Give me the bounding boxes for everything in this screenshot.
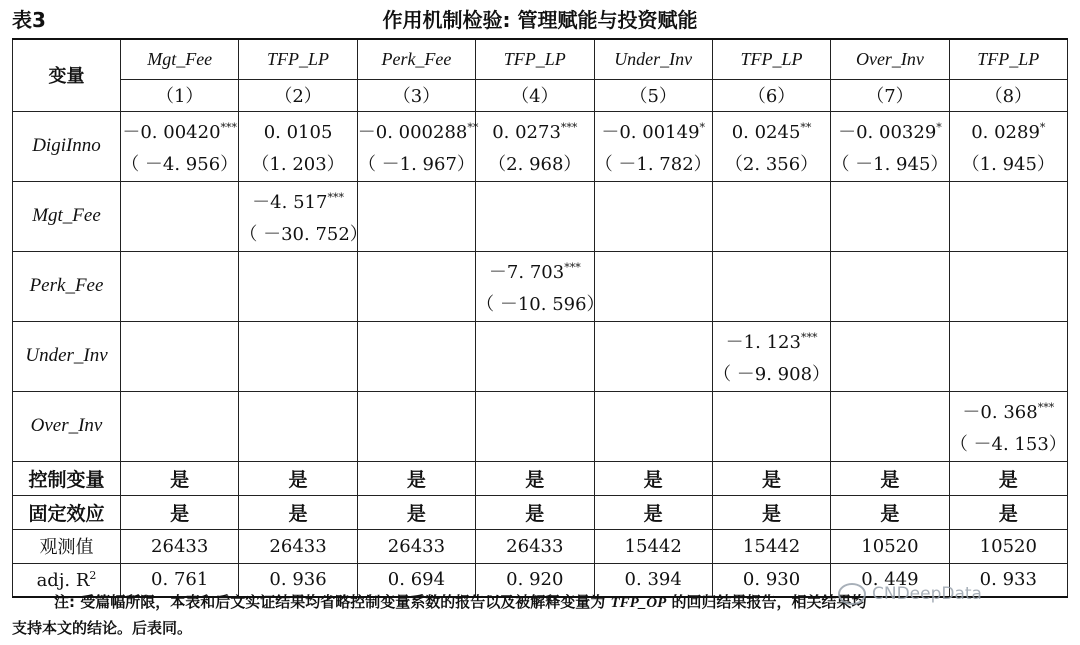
row-variable-label — [13, 251, 121, 321]
coefficient-line — [239, 182, 356, 219]
dependent-variable-name: Over_Inv — [855, 48, 924, 69]
summary-value: 0. 920 — [506, 569, 564, 591]
coefficient-row — [13, 111, 1068, 181]
t-statistic-value: （1. 945） — [961, 153, 1055, 175]
coefficient-line — [595, 112, 712, 149]
row-variable-label — [13, 111, 121, 181]
summary-value: 26433 — [151, 535, 209, 557]
wechat-logo-icon — [838, 583, 866, 605]
summary-label-superscript: 2 — [89, 568, 97, 582]
table-title: 作用机制检验: 管理赋能与投资赋能 — [382, 8, 698, 32]
summary-row — [13, 461, 1068, 495]
note-text-italic: TFP_OP — [610, 595, 667, 611]
summary-value: 26433 — [269, 535, 327, 557]
coefficient-cell — [594, 391, 712, 461]
coefficient-cell — [949, 181, 1067, 251]
coefficient-cell — [712, 181, 830, 251]
coefficient-cell — [949, 251, 1067, 321]
summary-label-text: 控制变量 — [28, 468, 105, 491]
column-number: （5） — [629, 86, 677, 107]
summary-row-label — [13, 495, 121, 529]
coefficient-line — [121, 112, 238, 149]
t-statistic-line — [476, 149, 593, 181]
row-variable-label — [13, 321, 121, 391]
coefficient-value: 0. 0273 — [492, 121, 561, 143]
coefficient-value: 0. 0105 — [263, 121, 333, 143]
coefficient-cell — [357, 321, 475, 391]
coefficient-line — [476, 112, 593, 149]
coefficient-cell — [121, 251, 239, 321]
dependent-variable-header — [357, 39, 475, 79]
significance-stars: * — [936, 120, 942, 134]
coefficient-value: －7. 703 — [488, 261, 565, 283]
significance-stars: ** — [467, 120, 479, 134]
summary-cell — [949, 529, 1067, 563]
t-statistic-value: （ －9. 908） — [713, 363, 831, 385]
dependent-variable-name: TFP_LP — [503, 48, 566, 69]
summary-cell — [712, 495, 830, 529]
summary-value: 是 — [880, 502, 900, 525]
coefficient-cell — [831, 111, 949, 181]
note-text-prefix: 注: 受篇幅所限，本表和后文实证结果均省略控制变量系数的报告以及被解释变量为 — [54, 593, 611, 611]
stub-header-text: 变量 — [48, 66, 85, 88]
coefficient-cell — [949, 391, 1067, 461]
coefficient-cell — [239, 391, 357, 461]
summary-value: 是 — [170, 502, 190, 525]
t-statistic-line — [358, 149, 475, 181]
column-number: （3） — [392, 86, 441, 107]
t-statistic-value: （ －1. 782） — [594, 153, 712, 175]
dependent-variable-name: TFP_LP — [740, 48, 803, 69]
t-statistic-value: （ －1. 967） — [357, 153, 475, 175]
coefficient-cell — [712, 391, 830, 461]
significance-stars: *** — [1037, 400, 1055, 414]
dependent-variable-header — [594, 39, 712, 79]
summary-cell — [357, 495, 475, 529]
t-statistic-line — [239, 149, 356, 181]
summary-value: 0. 761 — [151, 569, 209, 591]
t-statistic-value: （ －1. 945） — [831, 153, 949, 175]
t-statistic-line — [713, 149, 830, 181]
row-variable-name: Perk_Fee — [29, 275, 104, 296]
column-number: （1） — [155, 86, 204, 107]
coefficient-cell — [357, 251, 475, 321]
t-statistic-line — [950, 149, 1067, 181]
coefficient-cell — [121, 181, 239, 251]
summary-value: 是 — [643, 502, 663, 525]
summary-cell — [949, 461, 1067, 495]
coefficient-cell — [476, 181, 594, 251]
coefficient-cell — [712, 111, 830, 181]
summary-value: 26433 — [506, 535, 564, 557]
dependent-variable-header — [121, 39, 239, 79]
summary-cell — [357, 461, 475, 495]
significance-stars: *** — [220, 120, 238, 134]
coefficient-value: －0. 00420 — [122, 121, 221, 143]
watermark-text: CNDeepData — [872, 584, 982, 604]
coefficient-value: －0. 368 — [962, 401, 1038, 423]
summary-cell — [712, 529, 830, 563]
dependent-variable-header — [239, 39, 357, 79]
summary-cell — [121, 495, 239, 529]
coefficient-line — [476, 252, 593, 289]
t-statistic-line — [239, 219, 368, 251]
summary-value: 是 — [525, 468, 545, 491]
table-label: 表3 — [12, 8, 46, 32]
column-number: （8） — [984, 86, 1033, 107]
summary-value: 是 — [288, 468, 308, 491]
summary-value: 是 — [762, 468, 782, 491]
summary-cell — [831, 495, 949, 529]
summary-cell — [239, 461, 357, 495]
column-number: （7） — [866, 86, 914, 107]
coefficient-line — [950, 112, 1067, 149]
coefficient-cell — [949, 111, 1067, 181]
summary-value: 是 — [406, 502, 426, 525]
summary-value: 是 — [406, 468, 426, 491]
header-row-dependent — [13, 39, 1068, 79]
row-variable-label — [13, 181, 121, 251]
coefficient-cell — [831, 251, 949, 321]
summary-value: 0. 930 — [742, 569, 801, 591]
coefficient-row — [13, 251, 1068, 321]
significance-stars: *** — [327, 190, 344, 204]
summary-row-label — [13, 529, 121, 563]
t-statistic-value: （ －4. 956） — [121, 153, 239, 175]
coefficient-cell — [239, 321, 357, 391]
coefficient-cell — [594, 321, 712, 391]
coefficient-cell — [476, 391, 594, 461]
row-variable-name: Mgt_Fee — [32, 205, 101, 226]
note-text-line2: 支持本文的结论。后表同。 — [12, 619, 193, 637]
dependent-variable-header — [712, 39, 830, 79]
coefficient-cell — [357, 391, 475, 461]
column-number-header — [594, 79, 712, 111]
summary-cell — [831, 461, 949, 495]
summary-cell — [121, 461, 239, 495]
summary-value: 26433 — [387, 535, 446, 557]
column-number: （4） — [511, 86, 559, 107]
significance-stars: *** — [564, 260, 581, 274]
coefficient-cell — [239, 111, 357, 181]
significance-stars: * — [1039, 120, 1046, 134]
summary-cell — [712, 461, 830, 495]
column-number-header — [476, 79, 594, 111]
coefficient-cell — [476, 111, 594, 181]
dependent-variable-header — [476, 39, 594, 79]
summary-value: 10520 — [979, 535, 1037, 557]
summary-cell — [476, 461, 594, 495]
coefficient-line — [357, 112, 479, 149]
significance-stars: *** — [560, 120, 578, 134]
dependent-variable-header — [831, 39, 949, 79]
dependent-variable-name: TFP_LP — [267, 48, 330, 69]
coefficient-value: －0. 000288 — [357, 121, 468, 143]
coefficient-cell — [121, 391, 239, 461]
t-statistic-value: （ －10. 596） — [476, 293, 605, 315]
summary-cell — [239, 529, 357, 563]
coefficient-line — [831, 112, 948, 149]
coefficient-value: －0. 00149 — [601, 121, 700, 143]
dependent-variable-name: Mgt_Fee — [147, 48, 213, 69]
t-statistic-value: （2. 968） — [488, 153, 582, 175]
column-number: （6） — [747, 86, 796, 107]
coefficient-cell — [594, 181, 712, 251]
row-variable-name: Under_Inv — [25, 345, 108, 366]
summary-value: 0. 694 — [387, 569, 446, 591]
coefficient-line — [950, 392, 1067, 429]
coefficient-line — [713, 112, 830, 149]
t-statistic-line — [476, 289, 605, 321]
summary-label-text: 观测值 — [39, 537, 94, 558]
coefficient-cell — [831, 391, 949, 461]
t-statistic-line — [595, 149, 712, 181]
t-statistic-value: （2. 356） — [724, 153, 819, 175]
coefficient-cell — [239, 181, 368, 251]
summary-cell — [949, 495, 1067, 529]
column-number-header — [121, 79, 239, 111]
t-statistic-line — [950, 429, 1067, 461]
row-variable-label — [13, 391, 121, 461]
summary-value: 是 — [170, 468, 190, 491]
summary-value: 0. 933 — [979, 569, 1037, 591]
summary-value: 是 — [643, 468, 663, 491]
significance-stars: *** — [800, 330, 818, 344]
coefficient-cell — [831, 181, 949, 251]
summary-value: 是 — [525, 502, 545, 525]
summary-value: 15442 — [624, 535, 682, 557]
column-number-header — [949, 79, 1067, 111]
note-text-suffix: 的回归结果报告，相关结果均 — [666, 593, 867, 611]
summary-cell — [121, 529, 239, 563]
coefficient-value: －4. 517 — [252, 191, 328, 213]
summary-label-text: adj. R — [36, 569, 90, 591]
coefficient-line — [239, 112, 356, 149]
summary-cell — [357, 529, 475, 563]
column-number: （2） — [274, 86, 322, 107]
significance-stars: * — [699, 120, 706, 134]
summary-cell — [239, 495, 357, 529]
t-statistic-value: （1. 203） — [251, 153, 345, 175]
row-variable-name: Over_Inv — [30, 415, 103, 436]
summary-value: 10520 — [861, 535, 919, 557]
coefficient-cell — [594, 111, 712, 181]
coefficient-cell — [594, 251, 712, 321]
watermark — [838, 583, 982, 605]
t-statistic-value: （ －4. 153） — [949, 433, 1067, 455]
dependent-variable-name: TFP_LP — [977, 48, 1040, 69]
column-number-header — [712, 79, 830, 111]
coefficient-row — [13, 181, 1068, 251]
summary-row — [13, 495, 1068, 529]
coefficient-cell — [476, 321, 594, 391]
coefficient-value: 0. 0245 — [731, 121, 801, 143]
summary-cell — [831, 529, 949, 563]
coefficient-cell — [949, 321, 1067, 391]
summary-value: 0. 936 — [269, 569, 327, 591]
coefficient-cell — [712, 251, 830, 321]
column-number-header — [357, 79, 475, 111]
row-variable-name: DigiInno — [32, 135, 101, 156]
coefficient-cell — [121, 111, 239, 181]
summary-value: 是 — [288, 502, 308, 525]
regression-table — [12, 38, 1068, 598]
significance-stars: ** — [800, 120, 812, 134]
summary-cell — [594, 495, 712, 529]
summary-value: 是 — [880, 468, 900, 491]
summary-value: 是 — [998, 502, 1018, 525]
coefficient-value: －0. 00329 — [838, 121, 937, 143]
summary-value: 15442 — [742, 535, 801, 557]
summary-value: 0. 394 — [624, 569, 682, 591]
dependent-variable-name: Under_Inv — [614, 48, 693, 69]
coefficient-cell — [357, 111, 479, 181]
coefficient-row — [13, 391, 1068, 461]
summary-cell — [594, 529, 712, 563]
dependent-variable-header — [949, 39, 1067, 79]
coefficient-cell — [831, 321, 949, 391]
summary-value: 0. 449 — [861, 569, 919, 591]
column-number-header — [831, 79, 949, 111]
summary-cell — [594, 461, 712, 495]
t-statistic-line — [831, 149, 948, 181]
coefficient-value: 0. 0289 — [971, 121, 1040, 143]
coefficient-cell — [476, 251, 605, 321]
t-statistic-line — [713, 359, 830, 391]
coefficient-line — [713, 322, 830, 359]
t-statistic-line — [121, 149, 238, 181]
summary-row — [13, 529, 1068, 563]
summary-cell — [476, 529, 594, 563]
column-number-header — [239, 79, 357, 111]
summary-value: 是 — [998, 468, 1018, 491]
summary-label-text: 固定效应 — [28, 502, 105, 525]
header-row-column-numbers — [13, 79, 1068, 111]
coefficient-cell — [712, 321, 830, 391]
coefficient-cell — [239, 251, 357, 321]
dependent-variable-name: Perk_Fee — [381, 48, 452, 69]
coefficient-value: －1. 123 — [725, 331, 801, 353]
summary-cell — [476, 495, 594, 529]
summary-row-label — [13, 461, 121, 495]
t-statistic-value: （ －30. 752） — [239, 223, 368, 245]
coefficient-row — [13, 321, 1068, 391]
stub-header — [13, 39, 121, 111]
coefficient-cell — [121, 321, 239, 391]
summary-value: 是 — [762, 502, 782, 525]
coefficient-cell — [357, 181, 475, 251]
